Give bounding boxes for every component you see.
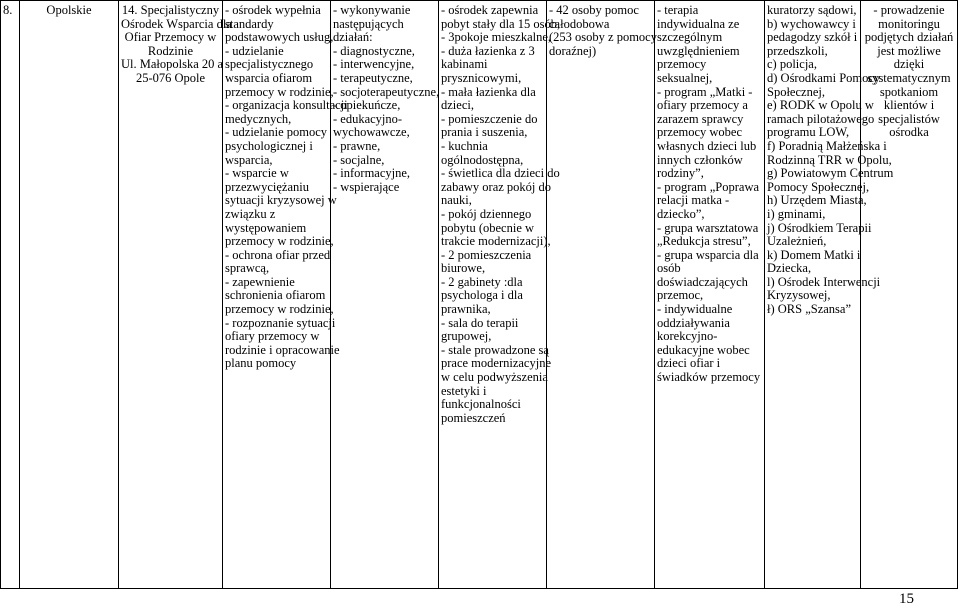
programs-line: świadków przemocy	[657, 370, 761, 385]
standards-line: przezwyciężaniu	[225, 179, 309, 194]
standards-line: schronienia ofiarom	[225, 288, 326, 303]
standards-line: standardy	[225, 16, 274, 31]
activities-line: - opiekuńcze,	[333, 98, 401, 113]
cooperation-list	[767, 3, 894, 317]
standards-line: planu pomocy	[225, 356, 297, 371]
standards-line: specjalistycznego	[225, 57, 314, 72]
standards-line: podstawowych usług,	[225, 30, 334, 45]
voivodeship-cell	[20, 1, 119, 589]
monitoring-line: - prowadzenie	[873, 3, 945, 17]
standards-line: przemocy w rodzinie,	[225, 302, 334, 317]
monitoring-line: systematycznym	[867, 70, 951, 85]
standards-line: - zapewnienie	[225, 274, 295, 289]
cooperation-line: pedagodzy szkół i	[767, 30, 858, 45]
standards-line: związku z	[225, 206, 276, 221]
capacity-line: doraźnej)	[549, 43, 597, 58]
facility-list	[121, 3, 232, 86]
cooperation-line: k) Domem Matki i	[767, 247, 861, 262]
programs-line: przemocy wobec	[657, 125, 743, 140]
programs-line: przemoc,	[657, 288, 704, 303]
programs-line: relacji matka -	[657, 193, 730, 208]
capacity-line: (253 osoby z pomocy	[549, 30, 657, 45]
facility-line: 14. Specjalistyczny	[121, 3, 220, 17]
monitoring-line: jest możliwe	[877, 43, 941, 58]
programs-line: - indywidualne	[657, 302, 733, 317]
activities-line: - informacyjne,	[333, 166, 411, 181]
cooperation-line: c) policja,	[767, 57, 817, 72]
programs-line: rodziny”,	[657, 166, 704, 181]
capacity-line: całodobowa	[549, 16, 610, 31]
housing-line: prace modernizacyjne	[441, 356, 552, 371]
standards-line: wsparcia,	[225, 152, 273, 167]
activities-line: następujących	[333, 16, 404, 31]
standards-line: sprawcą,	[225, 261, 270, 276]
facility-line: 25-076 Opole	[135, 70, 206, 85]
programs-line: - program „Poprawa	[657, 179, 760, 194]
standards-line: - rozpoznanie sytuacji	[225, 315, 336, 330]
standards-line: - wsparcie w	[225, 166, 289, 181]
voivodeship: Opolskie	[46, 3, 92, 17]
housing-line: zabawy oraz pokój do	[441, 179, 552, 194]
standards-line: psychologicznej i	[225, 138, 313, 153]
housing-line: - mała łazienka dla	[441, 84, 536, 99]
cooperation-line: i) gminami,	[767, 206, 826, 221]
housing-line: - 3pokoje mieszkalne,	[441, 30, 552, 45]
activities-list	[333, 3, 440, 194]
facility-line: Rodzinie	[147, 43, 194, 58]
housing-line: - sala do terapii	[441, 315, 519, 330]
cooperation-line: Kryzysowej,	[767, 288, 831, 303]
housing-line: w celu podwyższenia	[441, 370, 548, 385]
housing-line: - 2 gabinety :dla	[441, 274, 523, 289]
standards-line: medycznych,	[225, 111, 292, 126]
programs-line: uwzględnieniem	[657, 43, 740, 58]
housing-line: prawnika,	[441, 302, 491, 317]
cooperation-line: g) Powiatowym Centrum	[767, 166, 894, 181]
activities-line: - socjoterapeutyczne,	[333, 84, 440, 99]
capacity-list	[549, 3, 657, 58]
programs-line: - grupa warsztatowa	[657, 220, 759, 235]
monitoring-line: monitoringu	[878, 16, 940, 31]
cooperation-line: kuratorzy sądowi,	[767, 3, 857, 17]
housing-line: dzieci,	[441, 98, 474, 113]
programs-line: zarazem sprawcy	[657, 111, 744, 126]
standards-cell	[223, 1, 348, 589]
housing-line: - duża łazienka z 3	[441, 43, 535, 58]
programs-line: - grupa wsparcia dla	[657, 247, 759, 262]
activities-line: - interwencyjne,	[333, 57, 415, 72]
activities-line: działań:	[333, 30, 373, 45]
programs-line: szczególnym	[657, 30, 723, 45]
activities-line: - prawne,	[333, 138, 381, 153]
standards-line: przemocy w rodzinie,	[225, 234, 334, 249]
standards-line: - ośrodek wypełnia	[225, 3, 321, 17]
programs-line: przemocy	[657, 57, 707, 72]
housing-line: - 2 pomieszczenia	[441, 247, 532, 262]
capacity-cell	[547, 1, 655, 589]
standards-list	[225, 3, 348, 371]
housing-line: kabinami	[441, 57, 488, 72]
housing-line: - pomieszczenie do	[441, 111, 538, 126]
cooperation-line: j) Ośrodkiem Terapii	[767, 220, 872, 235]
housing-line: ogólnodostępna,	[441, 152, 524, 167]
programs-line: osób	[657, 261, 681, 276]
cooperation-line: programu LOW,	[767, 125, 850, 140]
cooperation-line: f) Poradnią Małżeńska i	[767, 138, 887, 153]
standards-line: - ochrona ofiar przed	[225, 247, 331, 262]
monitoring-list	[863, 4, 955, 140]
cooperation-line: Pomocy Społecznej,	[767, 179, 870, 194]
activities-cell	[331, 1, 439, 589]
activities-line: - wykonywanie	[333, 3, 411, 17]
cooperation-line: przedszkoli,	[767, 43, 828, 58]
programs-line: dzieci ofiar i	[657, 356, 721, 371]
cooperation-line: e) RODK w Opolu w	[767, 98, 874, 113]
cooperation-line: Uzależnień,	[767, 234, 827, 249]
cooperation-line: b) wychowawcy i	[767, 16, 856, 31]
facility-line: Ośrodek Wsparcia dla	[121, 16, 232, 31]
housing-line: funkcjonalności	[441, 397, 521, 412]
housing-line: grupowej,	[441, 329, 492, 344]
housing-line: - pokój dziennego	[441, 206, 532, 221]
programs-cell	[655, 1, 765, 589]
row-number-cell	[1, 1, 20, 589]
cooperation-line: Społecznej,	[767, 84, 825, 99]
housing-line: trakcie modernizacji),	[441, 234, 551, 249]
programs-line: korekcyjno-	[657, 329, 718, 344]
activities-line: - terapeutyczne,	[333, 70, 413, 85]
standards-line: - udzielanie pomocy	[225, 125, 328, 140]
programs-line: oddziaływania	[657, 315, 730, 330]
standards-line: - organizacja konsultacji	[225, 98, 348, 113]
activities-line: - diagnostyczne,	[333, 43, 415, 58]
programs-line: własnych dzieci lub	[657, 138, 757, 153]
programs-line: - program „Matki -	[657, 84, 753, 99]
activities-line: - socjalne,	[333, 152, 385, 167]
standards-line: występowaniem	[225, 220, 307, 235]
standards-line: ofiary przemocy w	[225, 329, 320, 344]
programs-line: „Redukcja stresu”,	[657, 234, 751, 249]
table-row	[1, 1, 958, 589]
housing-line: biurowe,	[441, 261, 486, 276]
housing-line: nauki,	[441, 193, 472, 208]
page-number: 15	[899, 591, 914, 608]
standards-line: sytuacji kryzysowej w	[225, 193, 337, 208]
monitoring-line: specjalistów	[878, 111, 940, 126]
housing-list	[441, 3, 561, 425]
row-number: 8.	[3, 3, 13, 17]
programs-line: ofiary przemocy a	[657, 98, 748, 113]
cooperation-line: h) Urzędem Miasta,	[767, 193, 867, 208]
programs-line: dziecko”,	[657, 206, 705, 221]
cooperation-line: Dziecka,	[767, 261, 812, 276]
housing-line: psychologa i dla	[441, 288, 523, 303]
programs-line: doświadczających	[657, 274, 748, 289]
housing-line: - stale prowadzone są	[441, 342, 549, 357]
housing-line: pobyt stały dla 15 osób,	[441, 16, 561, 31]
programs-line: indywidualna ze	[657, 16, 740, 31]
capacity-line: - 42 osoby pomoc	[549, 3, 639, 17]
housing-line: - świetlica dla dzieci do	[441, 166, 560, 181]
facility-line: Ofiar Przemocy w	[124, 30, 217, 45]
programs-list	[657, 4, 762, 385]
standards-line: - udzielanie	[225, 43, 284, 58]
standards-line: rodzinie i opracowanie	[225, 342, 340, 357]
housing-line: prysznicowymi,	[441, 70, 522, 85]
housing-line: pobytu (obecnie w	[441, 220, 535, 235]
facility-line: Ul. Małopolska 20 a	[121, 57, 224, 72]
housing-cell	[439, 1, 561, 589]
standards-line: przemocy w rodzinie,	[225, 84, 334, 99]
standards-line: wsparcia ofiarom	[225, 70, 313, 85]
programs-line: - terapia	[657, 3, 699, 17]
monitoring-line: podjętych działań	[864, 30, 954, 45]
monitoring-line: klientów i	[883, 98, 935, 113]
cooperation-line: l) Ośrodek Interwencji	[767, 274, 881, 289]
housing-line: pomieszczeń	[441, 410, 506, 425]
facility-cell	[119, 1, 232, 589]
monitoring-line: ośrodka	[889, 125, 929, 140]
programs-line: innych członków	[657, 152, 743, 167]
housing-line: - ośrodek zapewnia	[441, 3, 539, 17]
cooperation-cell	[765, 1, 894, 589]
housing-line: estetyki i	[441, 383, 487, 398]
programs-line: edukacyjne wobec	[657, 342, 750, 357]
cooperation-line: d) Ośrodkami Pomocy	[767, 70, 881, 85]
activities-line: wychowawcze,	[333, 125, 410, 140]
cooperation-line: ramach pilotażowego	[767, 111, 875, 126]
monitoring-line: spotkaniom	[879, 84, 939, 99]
activities-line: - wspierające	[333, 179, 400, 194]
cooperation-line: ł) ORS „Szansa”	[767, 302, 852, 317]
programs-line: seksualnej,	[657, 70, 713, 85]
monitoring-line: dzięki	[893, 57, 925, 72]
activities-line: - edukacyjno-	[333, 111, 403, 126]
cooperation-line: Rodzinną TRR w Opolu,	[767, 152, 892, 167]
housing-line: - kuchnia	[441, 138, 488, 153]
monitoring-cell	[861, 1, 958, 589]
housing-line: prania i suszenia,	[441, 125, 528, 140]
